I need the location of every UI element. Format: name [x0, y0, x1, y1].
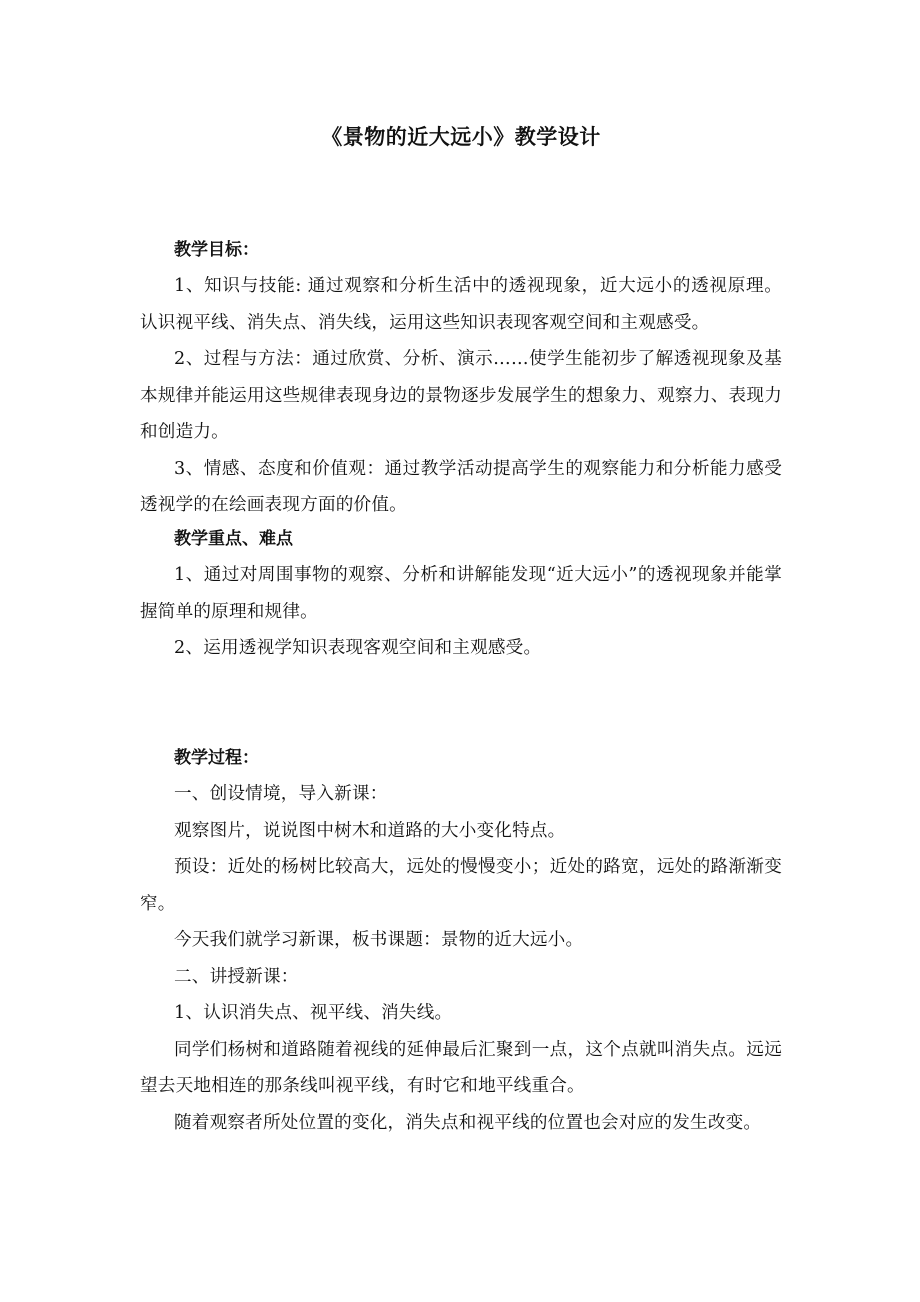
section-heading: 教学目标： — [174, 240, 259, 260]
section-heading: 教学过程： — [174, 748, 259, 768]
paragraph: 随着观察者所处位置的变化，消失点和视平线的位置也会对应的发生改变。 — [174, 1112, 762, 1133]
paragraph: 预设：近处的杨树比较高大，远处的慢慢变小；近处的路宽，远处的路渐渐变窄。 — [140, 857, 782, 914]
section-key-points — [140, 521, 782, 667]
section-teaching-objectives — [140, 232, 782, 524]
paragraph: 1、知识与技能: 通过观察和分析生活中的透视现象，近大远小的透视原理。认识视平线、消失点、消失线，运用这些知识表现客观空间和主观感受。 — [140, 276, 782, 333]
paragraph: 1、认识消失点、视平线、消失线。 — [174, 1003, 453, 1023]
section-heading: 教学重点、难点 — [174, 529, 293, 549]
paragraph: 3、情感、态度和价值观：通过教学活动提高学生的观察能力和分析能力感受透视学的在绘画表现方面的价值。 — [140, 458, 782, 515]
paragraph: 同学们杨树和道路随着视线的延伸最后汇聚到一点，这个点就叫消失点。远远望去天地相连的那条线叫视平线，有时它和地平线重合。 — [140, 1039, 782, 1096]
document-title: 《景物的近大远小》教学设计 — [321, 125, 601, 149]
paragraph: 今天我们就学习新课，板书课题：景物的近大远小。 — [174, 930, 584, 950]
section-teaching-process — [140, 740, 782, 1141]
paragraph: 2、运用透视学知识表现客观空间和主观感受。 — [174, 638, 542, 658]
paragraph: 一、创设情境，导入新课： — [174, 784, 388, 804]
paragraph: 2、过程与方法：通过欣赏、分析、演示……使学生能初步了解透视现象及基本规律并能运用这些规律表现身边的景物逐步发展学生的想象力、观察力、表现力和创造力。 — [140, 349, 782, 442]
paragraph: 观察图片，说说图中树木和道路的大小变化特点。 — [174, 820, 566, 841]
paragraph: 1、通过对周围事物的观察、分析和讲解能发现“近大远小”的透视现象并能掌握简单的原理和规律。 — [140, 565, 782, 622]
paragraph: 二、讲授新课： — [174, 966, 299, 987]
